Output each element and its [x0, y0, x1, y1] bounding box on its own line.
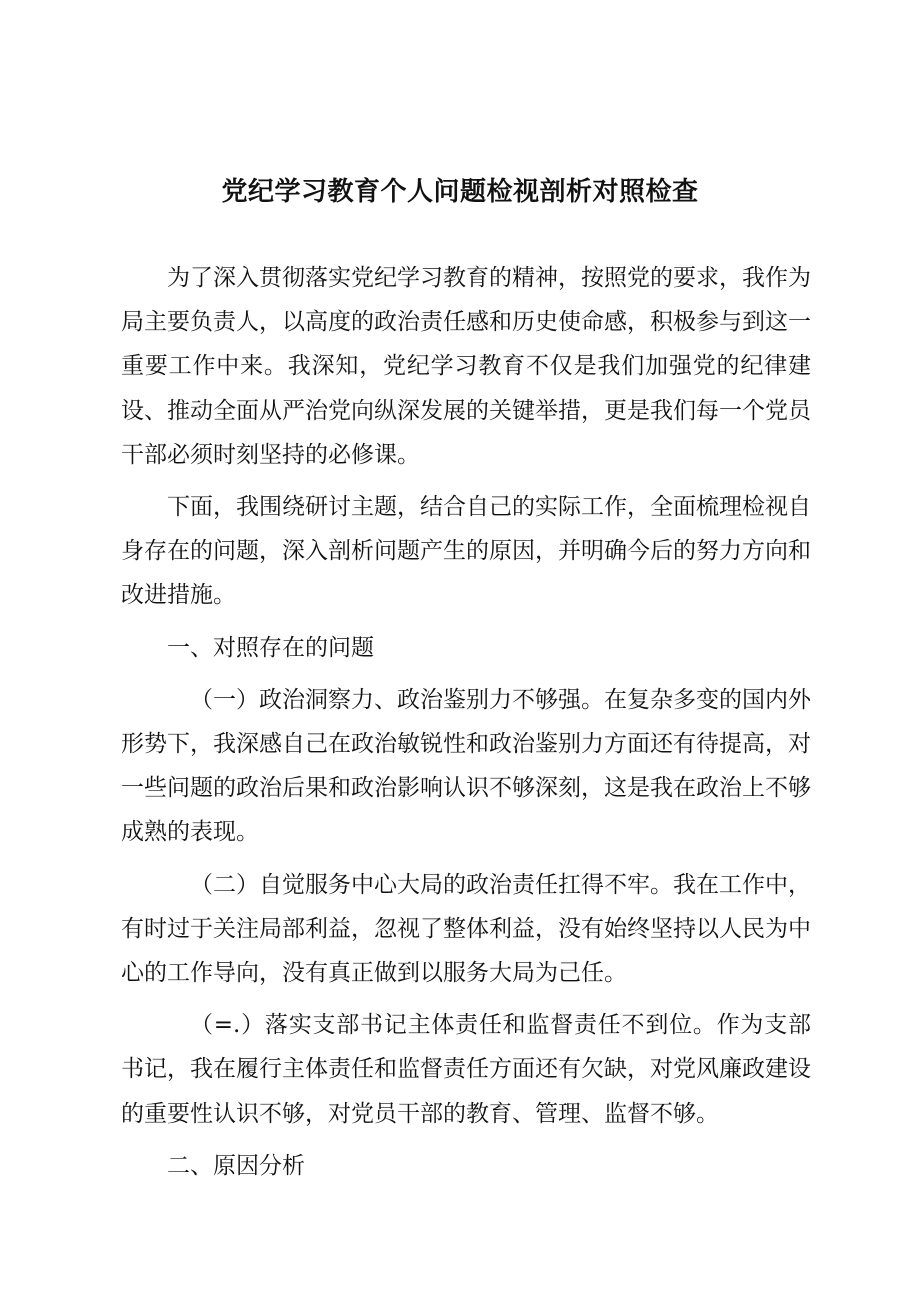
intro-paragraph: 为了深入贯彻落实党纪学习教育的精神，按照党的要求，我作为局主要负责人，以高度的政治责任感和历史使命感，积极参与到这一重要工作中来。我深知，党纪学习教育不仅是我们加强党的纪律建设、推动全面从严治党向纵深发展的关键举措，更是我们每一个党员干部必须时刻坚持的必修课。	[121, 265, 811, 468]
problem-item-1: （一）政治洞察力、政治鉴别力不够强。在复杂多变的国内外形势下，我深感自己在政治敏锐性和政治鉴别力方面还有待提高，对一些问题的政治后果和政治影响认识不够深刻，这是我在政治上不够成熟的表现。	[121, 686, 811, 846]
overview-paragraph: 下面，我围绕研讨主题，结合自己的实际工作，全面梳理检视自身存在的问题，深入剖析问题产生的原因，并明确今后的努力方向和改进措施。	[121, 494, 811, 609]
problem-item-3: （=.）落实支部书记主体责任和监督责任不到位。作为支部书记，我在履行主体责任和监督责任方面还有欠缺，对党风廉政建设的重要性认识不够，对党员干部的教育、管理、监督不够。	[121, 1012, 811, 1127]
section-heading-problems: 一、对照存在的问题	[167, 634, 374, 661]
document-title: 党纪学习教育个人问题检视剖析对照检查	[221, 177, 699, 207]
section-heading-causes: 二、原因分析	[167, 1152, 305, 1179]
document-body	[121, 256, 811, 1196]
problem-item-2: （二）自觉服务中心大局的政治责任扛得不牢。我在工作中，有时过于关注局部利益，忽视了整体利益，没有始终坚持以人民为中心的工作导向，没有真正做到以服务大局为己任。	[121, 871, 811, 987]
